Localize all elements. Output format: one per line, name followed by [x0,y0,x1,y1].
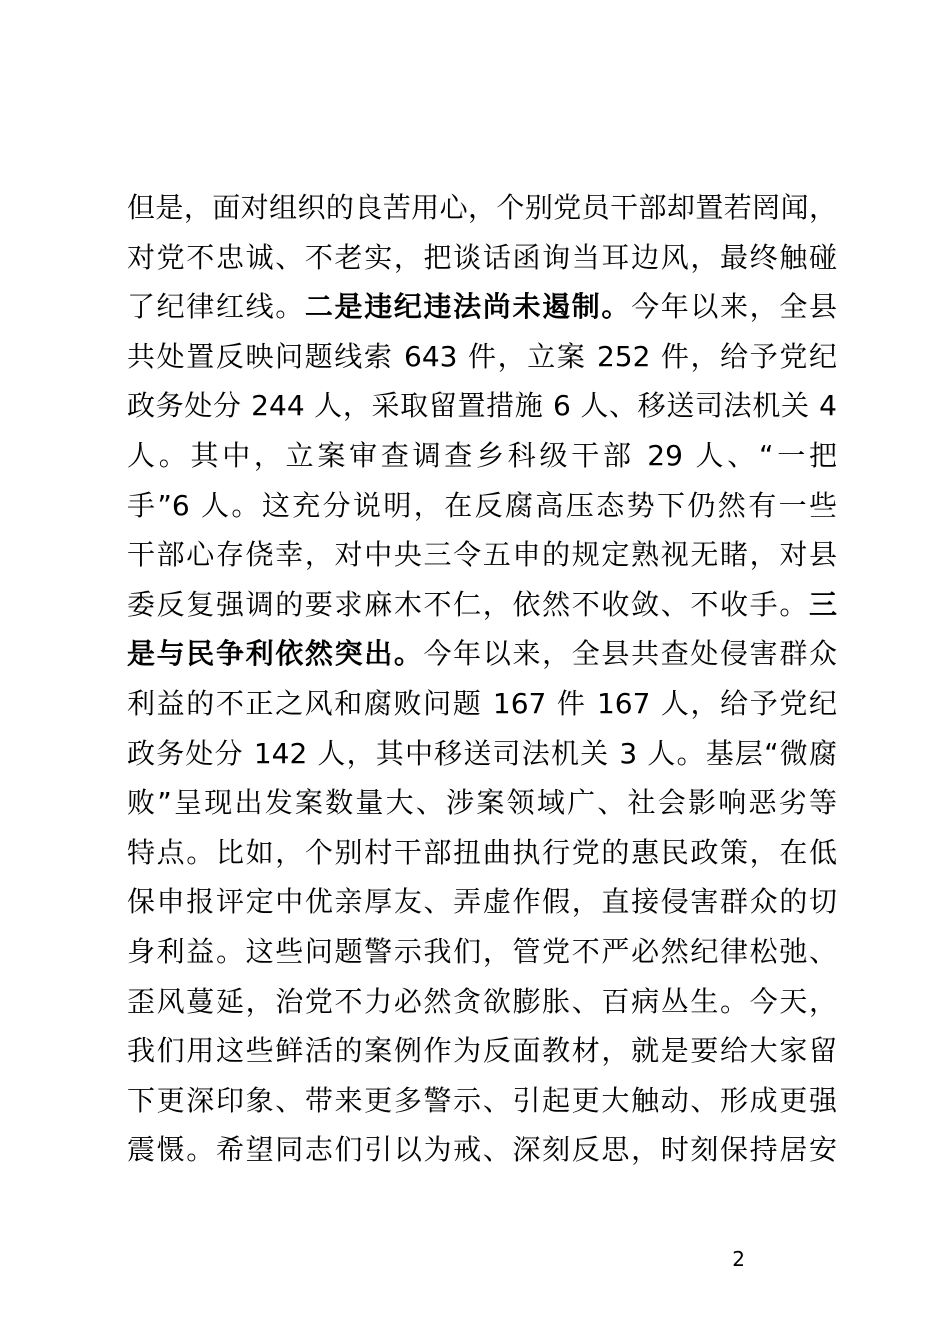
text-line [127,431,837,481]
text-segment: 震慑。希望同志们引以为戒、深刻反思，时刻保持居安 [127,1133,837,1167]
text-segment: 败”呈现出发案数量大、涉案领域广、社会影响恶劣等 [127,786,837,820]
text-segment: 政务处分 244 人，采取留置措施 6 人、移送司法机关 4 [127,389,837,423]
text-line [127,233,837,283]
text-line [127,381,837,431]
text-segment: 了纪律红线。 [127,290,305,324]
text-line [127,877,837,927]
text-segment: 对党不忠诚、不老实，把谈话函询当耳边风，最终触碰 [127,240,837,274]
text-line [127,1026,837,1076]
document-body [127,183,837,1175]
text-line [127,729,837,779]
text-line [127,927,837,977]
text-segment: 但是，面对组织的良苦用心，个别党员干部却置若罔闻， [127,191,837,224]
text-segment: 特点。比如，个别村干部扭曲执行党的惠民政策，在低 [127,835,837,869]
text-segment: 保申报评定中优亲厚友、弄虚作假，直接侵害群众的切 [127,885,837,919]
text-segment: 身利益。这些问题警示我们，管党不严必然纪律松弛、 [127,934,837,968]
text-segment: 共处置反映问题线索 643 件，立案 252 件，给予党纪 [127,339,837,373]
text-line [127,629,837,679]
text-segment: 今年以来，全县共查处侵害群众 [423,637,837,671]
text-segment: 我们用这些鲜活的案例作为反面教材，就是要给大家留 [127,1034,837,1068]
text-segment: 利益的不正之风和腐败问题 167 件 167 人，给予党纪 [127,686,837,720]
text-line [127,332,837,382]
text-segment: 今年以来，全县 [631,290,837,324]
text-line [127,530,837,580]
text-segment: 下更深印象、带来更多警示、引起更大触动、形成更强 [127,1083,837,1117]
bold-heading-segment: 三 [808,587,837,621]
text-line [127,977,837,1027]
text-segment: 委反复强调的要求麻木不仁，依然不收敛、不收手。 [127,587,809,621]
text-segment: 人。其中，立案审查调查乡科级干部 29 人、“一把 [127,438,837,472]
text-line [127,183,837,233]
text-line [127,679,837,729]
text-line [127,1076,837,1126]
text-line [127,778,837,828]
text-segment: 歪风蔓延，治党不力必然贪欲膨胀、百病丛生。今天， [127,984,837,1018]
text-line [127,1125,837,1175]
text-line [127,580,837,630]
text-line [127,282,837,332]
text-line [127,828,837,878]
page-number: 2 [732,1247,745,1271]
text-line [127,481,837,531]
bold-heading-segment: 二是违纪违法尚未遏制。 [304,290,632,324]
text-segment: 干部心存侥幸，对中央三令五申的规定熟视无睹，对县 [127,538,837,572]
bold-heading-segment: 是与民争利依然突出。 [127,637,424,671]
text-segment: 政务处分 142 人，其中移送司法机关 3 人。基层“微腐 [127,736,837,770]
text-segment: 手”6 人。这充分说明，在反腐高压态势下仍然有一些 [127,488,837,522]
